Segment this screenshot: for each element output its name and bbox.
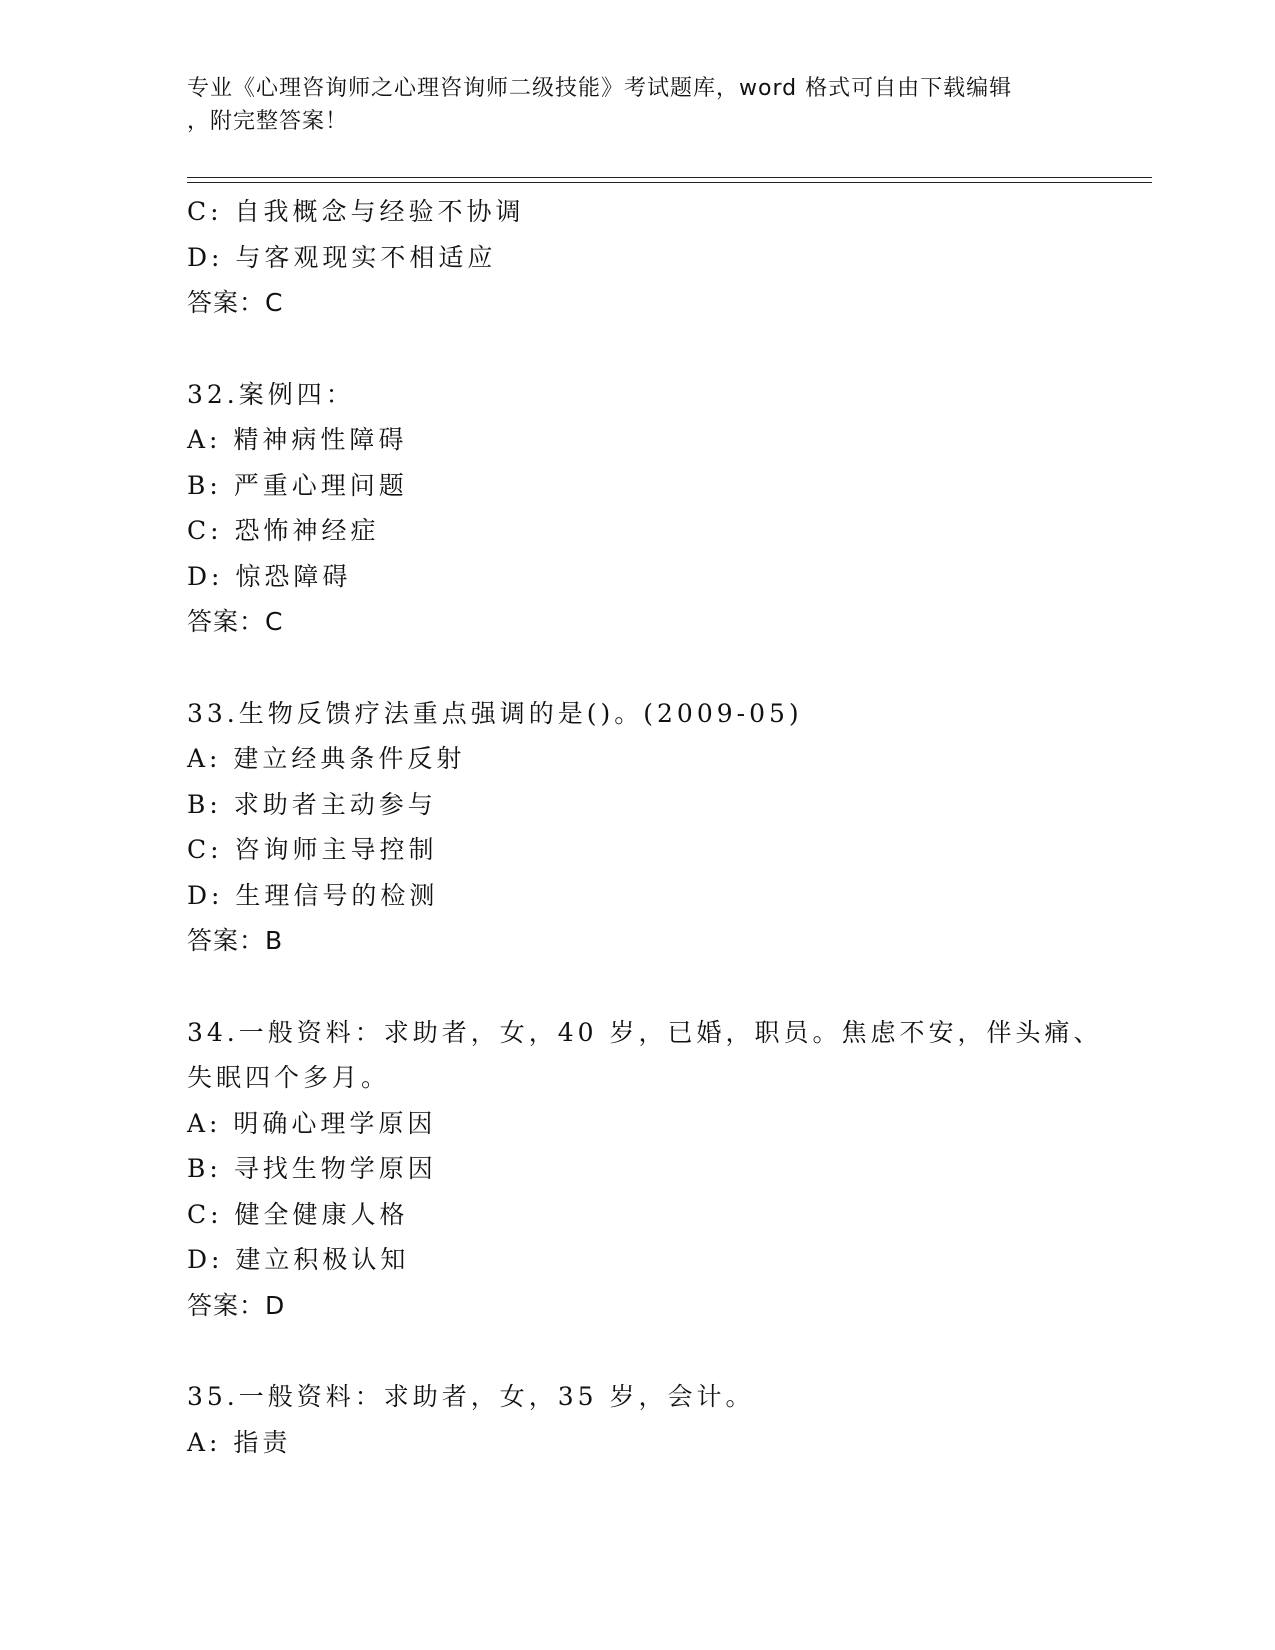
option-a: A: 建立经典条件反射 bbox=[187, 744, 466, 773]
header-divider-top bbox=[187, 177, 1152, 178]
option-d: D: 生理信号的检测 bbox=[187, 880, 439, 910]
option-d: D: 建立积极认知 bbox=[187, 1245, 410, 1274]
option-d: D: 惊恐障碍 bbox=[187, 561, 352, 591]
option-a: A: 明确心理学原因 bbox=[187, 1108, 437, 1138]
question-stem-line-2: 失眠四个多月。 bbox=[187, 1063, 391, 1092]
option-b: B: 寻找生物学原因 bbox=[187, 1154, 437, 1183]
question-stem: 33.生物反馈疗法重点强调的是()。(2009-05) bbox=[187, 698, 803, 728]
answer-line: 答案：C bbox=[187, 607, 284, 636]
question-32 bbox=[187, 372, 1147, 645]
question-stem-line-1: 34.一般资料：求助者，女，40 岁，已婚，职员。焦虑不安，伴头痛、 bbox=[187, 1017, 1103, 1047]
question-stem: 32.案例四： bbox=[187, 379, 355, 409]
option-b: B: 严重心理问题 bbox=[187, 470, 408, 500]
document-header bbox=[187, 72, 1087, 138]
option-d: D: 与客观现实不相适应 bbox=[187, 242, 497, 272]
option-a: A: 精神病性障碍 bbox=[187, 425, 408, 454]
option-c: C: 健全健康人格 bbox=[187, 1199, 409, 1229]
answer-line: 答案：D bbox=[187, 1290, 286, 1320]
header-divider-bottom bbox=[187, 182, 1152, 183]
option-c: C: 咨询师主导控制 bbox=[187, 835, 438, 864]
option-a: A: 指责 bbox=[187, 1427, 292, 1457]
header-title-line-2: ，附完整答案！ bbox=[187, 109, 349, 134]
question-stem: 35.一般资料：求助者，女，35 岁，会计。 bbox=[187, 1382, 755, 1411]
question-list bbox=[187, 189, 1147, 1465]
answer-line: 答案：C bbox=[187, 288, 284, 317]
question-fragment bbox=[187, 189, 1147, 326]
option-c: C: 自我概念与经验不协调 bbox=[187, 197, 525, 226]
option-b: B: 求助者主动参与 bbox=[187, 789, 437, 819]
answer-line: 答案：B bbox=[187, 926, 284, 955]
header-title-line-1: 专业《心理咨询师之心理咨询师二级技能》考试题库，word 格式可自由下载编辑 bbox=[187, 76, 1013, 101]
option-c: C: 恐怖神经症 bbox=[187, 516, 380, 545]
question-34 bbox=[187, 1010, 1147, 1329]
question-33 bbox=[187, 691, 1147, 964]
question-35 bbox=[187, 1374, 1147, 1465]
